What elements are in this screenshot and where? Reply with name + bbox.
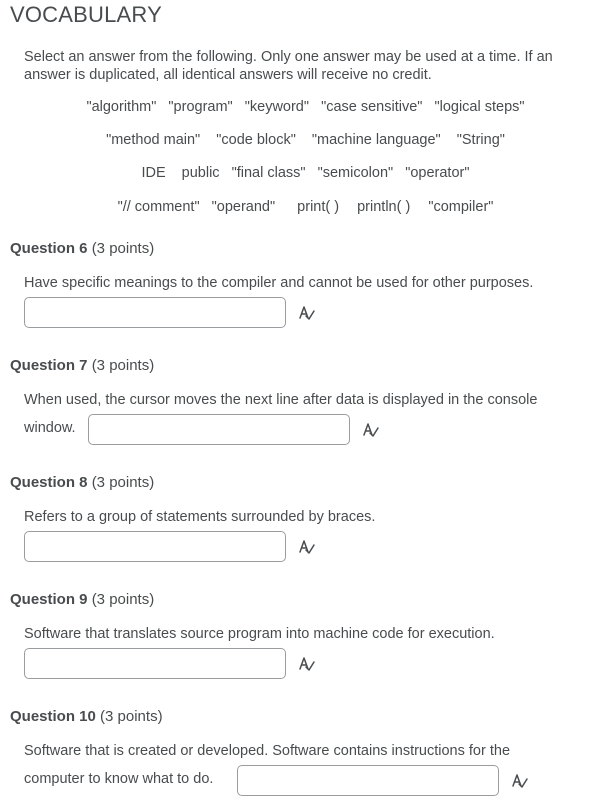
question-label: Question 8	[10, 474, 88, 491]
word-bank-item: "algorithm"	[86, 99, 157, 115]
word-bank-item: "String"	[456, 132, 505, 148]
question-6-header	[10, 240, 154, 257]
word-bank-item: "code block"	[216, 132, 296, 148]
question-8-header	[10, 474, 154, 491]
spell-check-icon[interactable]	[362, 421, 380, 439]
instructions: Select an answer from the following. Only one answer may be used at a time. If an answer is duplicated, all identical answers will receive no credit.	[24, 49, 553, 83]
question-8-text: Refers to a group of statements surrounded by braces.	[24, 509, 376, 525]
question-6-answer-input[interactable]	[24, 297, 286, 328]
question-label: Question 10	[10, 708, 96, 725]
spell-check-icon[interactable]	[298, 538, 316, 556]
word-bank-row	[0, 99, 611, 115]
question-points: (3 points)	[91, 240, 155, 257]
question-9-header	[10, 591, 154, 608]
word-bank-item: "logical steps"	[434, 99, 525, 115]
question-9-answer-input[interactable]	[24, 648, 286, 679]
word-bank-item: "method main"	[106, 132, 201, 148]
question-label: Question 7	[10, 357, 88, 374]
word-bank-item: "// comment"	[117, 199, 200, 215]
word-bank-item: println( )	[357, 199, 411, 215]
question-10-answer-input[interactable]	[237, 765, 499, 796]
word-bank-item: "compiler"	[428, 199, 494, 215]
question-6-text: Have specific meanings to the compiler and cannot be used for other purposes.	[24, 275, 534, 291]
question-7-text: When used, the cursor moves the next line after data is displayed in the console	[24, 392, 538, 408]
question-8-answer-input[interactable]	[24, 531, 286, 562]
question-7-header	[10, 357, 154, 374]
word-bank-item: "machine language"	[311, 132, 441, 148]
word-bank-row	[0, 199, 611, 215]
question-label: Question 9	[10, 591, 88, 608]
question-label: Question 6	[10, 240, 88, 257]
word-bank-item: "keyword"	[244, 99, 310, 115]
question-points: (3 points)	[91, 474, 155, 491]
spell-check-icon[interactable]	[298, 304, 316, 322]
question-points: (3 points)	[91, 591, 155, 608]
question-7-text-continued: window.	[24, 420, 76, 436]
word-bank-row	[0, 165, 611, 181]
word-bank-row	[0, 132, 611, 148]
question-10-header	[10, 708, 163, 725]
word-bank-item: "case sensitive"	[321, 99, 423, 115]
word-bank-item: "operator"	[405, 165, 470, 181]
question-points: (3 points)	[91, 357, 155, 374]
page-title: VOCABULARY	[10, 2, 162, 27]
spell-check-icon[interactable]	[511, 772, 529, 790]
question-10-text: Software that is created or developed. Software contains instructions for the	[24, 743, 511, 759]
word-bank-item: "final class"	[231, 165, 306, 181]
word-bank-item: "program"	[168, 99, 233, 115]
question-7-answer-input[interactable]	[88, 414, 350, 445]
word-bank-item: "semicolon"	[317, 165, 394, 181]
word-bank-item: IDE	[141, 165, 166, 181]
spell-check-icon[interactable]	[298, 655, 316, 673]
word-bank-item: public	[181, 165, 220, 181]
question-10-text-continued: computer to know what to do.	[24, 771, 214, 787]
question-9-text: Software that translates source program into machine code for execution.	[24, 626, 495, 642]
word-bank-item: print( )	[297, 199, 340, 215]
question-points: (3 points)	[100, 708, 163, 725]
word-bank-item: "operand"	[211, 199, 276, 215]
